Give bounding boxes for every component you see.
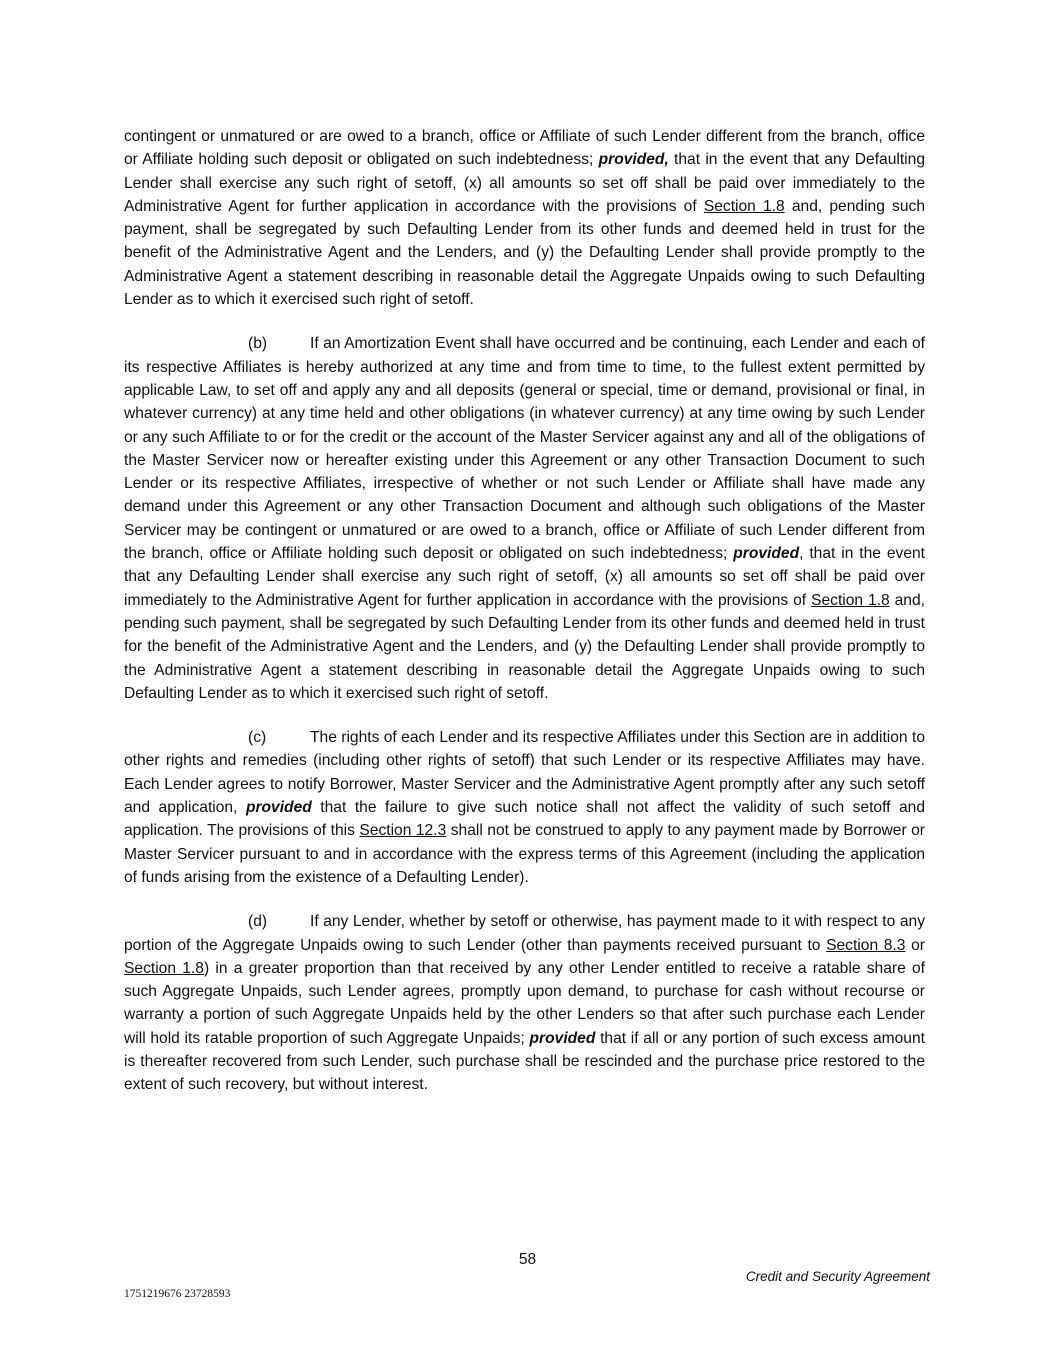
paragraph-text: If an Amortization Event shall have occurred and be continuing, each Lender and each of its respective Affiliates is hereby authorized at any time and from time to time, to the fullest extent permitted by applicable Law, to set off and apply any and all deposits (general or special, time or demand, provisional or final, in whatever currency) at any time held and other obligations (in whatever currency) at any time owing by such Lender or any such Affiliate to or for the credit or the account of the Master Servicer against any and all of the obligations of the Master Servicer now or hereafter existing under this Agreement or any other Transaction Document to such Lender or its respective Affiliates, irrespective of whether or not such Lender or Affiliate shall have made any demand under this Agreement or any other Transaction Document and although such obligations of the Master Servicer may be contingent or unmatured or are owed to a branch, office or Affiliate of such Lender different from the branch, office or Affiliate holding such deposit or obligated on such indebtedness;: [124, 335, 925, 563]
paragraph-text: The rights of each Lender and its respective Affiliates under this Section are in addition to other rights and remedies (including other rights of setoff) that such Lender or its respective Affiliates may have. Each Lender agrees to notify Borrower, Master Servicer and the Administrative Agent promptly after any such setoff and application,: [124, 729, 925, 817]
page-number: 58: [518, 1251, 537, 1268]
paragraph-text: If any Lender, whether by setoff or otherwise, has payment made to it with respect to any portion of the Aggregate Unpaids owing to such Lender (other than payments received pursuant to: [124, 913, 925, 954]
footer-document-id: 1751219676 23728593: [124, 1288, 231, 1300]
paragraph-text: ) in a greater proportion than that received by any other Lender entitled to receive a ratable share of such Aggregate Unpaids, such Lender agrees, promptly upon demand, to purchase for cash without recourse or warranty a portion of such Aggregate Unpaids held by the other Lenders so that after such purchase each Lender will hold its ratable proportion of such Aggregate Unpaids;: [124, 959, 926, 1047]
paragraph-text: that if all or any portion of such excess amount is thereafter recovered from such Lender, such purchase shall be rescinded and the purchase price restored to the extent of such recovery, but without interest.: [124, 1029, 925, 1094]
paragraph-text: that the failure to give such notice shall not affect the validity of such setoff and application. The provisions of this: [124, 799, 926, 840]
paragraph-text: , that in the event that any Defaulting Lender shall exercise any such right of setoff, (x) all amounts so set off shall be paid over immediately to the Administrative Agent for further application in accordance with the provisions of: [124, 545, 925, 609]
document-body: [124, 125, 925, 1118]
paragraph-text: contingent or unmatured or are owed to a branch, office or Affiliate of such Lender different from the branch, office or Affiliate holding such deposit or obligated on such indebtedness;: [124, 128, 925, 169]
paragraph-a-continuation: [124, 125, 925, 311]
proviso-term: provided: [245, 799, 312, 817]
section-reference: Section 12.3: [359, 822, 447, 840]
proviso-term: provided: [529, 1029, 596, 1047]
proviso-term: provided,: [598, 151, 669, 169]
section-reference: Section 1.8: [703, 197, 785, 215]
section-reference: Section 1.8: [124, 959, 204, 977]
paragraph-b: [124, 332, 925, 705]
paragraph-text: and, pending such payment, shall be segregated by such Defaulting Lender from its other funds and deemed held in trust for the benefit of the Administrative Agent and the Lenders, and (y) the Defaulting Lender shall provide promptly to the Administrative Agent a statement describing in reasonable detail the Aggregate Unpaids owing to such Defaulting Lender as to which it exercised such right of setoff.: [124, 197, 925, 309]
clause-label: (c): [248, 729, 267, 747]
footer-document-title: Credit and Security Agreement: [745, 1269, 930, 1284]
paragraph-text: or: [905, 936, 925, 954]
paragraph-d: [124, 910, 925, 1096]
paragraph-text: that in the event that any Defaulting Lender shall exercise any such right of setoff, (x) all amounts so set off shall be paid over immediately to the Administrative Agent for further application in accordance with the provisions of: [124, 151, 925, 215]
clause-label: (b): [248, 335, 268, 353]
section-reference: Section 1.8: [811, 591, 890, 609]
paragraph-text: and, pending such payment, shall be segregated by such Defaulting Lender from its other funds and deemed held in trust for the benefit of the Administrative Agent and the Lenders, and (y) the Defaulting Lender shall provide promptly to the Administrative Agent a statement describing in reasonable detail the Aggregate Unpaids owing to such Defaulting Lender as to which it exercised such right of setoff.: [124, 591, 925, 702]
clause-label: (d): [248, 913, 268, 931]
proviso-term: provided: [733, 545, 800, 563]
paragraph-c: [124, 726, 925, 889]
section-reference: Section 8.3: [826, 936, 906, 954]
paragraph-text: shall not be construed to apply to any payment made by Borrower or Master Servicer pursuant to and in accordance with the express terms of this Agreement (including the application of funds arising from the existence of a Defaulting Lender).: [124, 822, 925, 886]
